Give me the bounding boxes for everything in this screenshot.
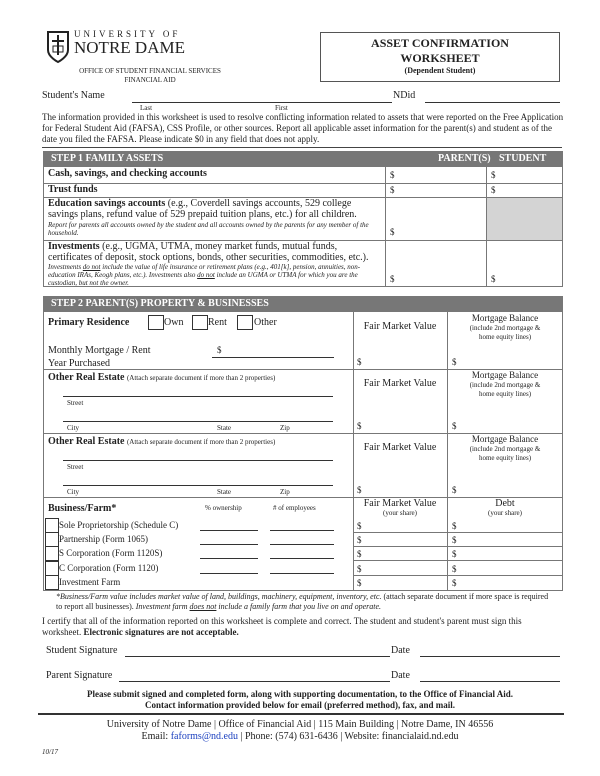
business-fmv-field[interactable]: $ bbox=[357, 564, 362, 574]
t: include a family farm that you live on and operate. bbox=[216, 602, 382, 611]
own-label: Own bbox=[164, 317, 184, 328]
office-line1: OFFICE OF STUDENT FINANCIAL SERVICES bbox=[79, 67, 221, 75]
employees-label: # of employees bbox=[273, 504, 316, 512]
state-label: State bbox=[217, 488, 231, 496]
t: Investment farm bbox=[135, 602, 190, 611]
employees-field[interactable] bbox=[270, 530, 334, 531]
business-fmv-field[interactable]: $ bbox=[357, 549, 362, 559]
ore-note: (Attach separate document if more than 2 properties) bbox=[126, 374, 276, 382]
submit-line2: Contact information provided below for email (preferred method), fax, and mail. bbox=[144, 700, 456, 710]
edu-label bbox=[48, 198, 383, 220]
title-line2: WORKSHEET bbox=[400, 51, 480, 65]
business-type-label: S Corporation (Form 1120S) bbox=[59, 548, 163, 558]
ore1-label bbox=[48, 372, 275, 383]
last-label: Last bbox=[140, 104, 153, 112]
student-signature-field[interactable] bbox=[125, 656, 390, 657]
cash-parent-field[interactable]: $ bbox=[390, 170, 395, 180]
submit-line1: Please submit signed and completed form, along with supporting documentation, to the Office of Financial Aid. bbox=[86, 689, 513, 699]
step1-header bbox=[43, 151, 563, 166]
mortgage-label: Mortgage Balance bbox=[471, 370, 539, 380]
student-date-field[interactable] bbox=[420, 656, 560, 657]
trust-student-field[interactable]: $ bbox=[491, 185, 496, 195]
city-label: City bbox=[67, 488, 80, 496]
step2-title: STEP 2 PARENT(S) PROPERTY & BUSINESSES bbox=[51, 298, 269, 309]
office-line2: FINANCIAL AID bbox=[124, 76, 176, 84]
step2-header bbox=[43, 296, 563, 311]
business-fmv-field[interactable]: $ bbox=[357, 521, 362, 531]
edu-text: (e.g., Coverdell savings accounts, 529 college savings plans, refund value of 529 prepaid tuition plans, etc.) for all children. bbox=[48, 198, 357, 220]
investments-label bbox=[48, 241, 383, 263]
student-signature-label: Student Signature bbox=[46, 645, 118, 656]
edu-bold: Education savings accounts bbox=[48, 198, 166, 209]
ownership-field[interactable] bbox=[200, 530, 258, 531]
business-debt-field[interactable]: $ bbox=[452, 564, 457, 574]
business-type-label: Partnership (Form 1065) bbox=[59, 534, 148, 544]
business-type-label: Investment Farm bbox=[59, 577, 121, 587]
ndid-field[interactable] bbox=[425, 102, 560, 103]
employees-field[interactable] bbox=[270, 544, 334, 545]
business-debt-field[interactable]: $ bbox=[452, 521, 457, 531]
zip-label: Zip bbox=[280, 424, 290, 432]
t: does not bbox=[189, 602, 217, 611]
logo-line1: UNIVERSITY OF bbox=[74, 29, 181, 39]
divider bbox=[42, 147, 562, 148]
mortgage-label: Mortgage Balance bbox=[471, 313, 539, 323]
intro-text: The information provided in this worksheet is used to resolve conflicting information related to assets that were reported on the Free Application for Federal Student Aid (FAFSA), CSS Profile, or other sources. Report all applicable asset information for the parent(s) and student as of the date you filed the FAFSA. Please indicate $0 in any field that does not apply. bbox=[42, 112, 564, 144]
t: (attach separate document if more space is required to report all businesses). bbox=[56, 592, 549, 611]
inv-text: (e.g., UGMA, UTMA, money market funds, mutual funds, certificates of deposit, stock options, bonds, other securities, commodities, etc.). bbox=[48, 241, 369, 263]
ore2-street-field[interactable] bbox=[63, 460, 333, 461]
ore1-mortgage-field[interactable]: $ bbox=[452, 421, 457, 431]
title-box bbox=[320, 32, 560, 82]
your-share-label: (your share) bbox=[487, 509, 522, 517]
t: *Business/Farm value includes market value of land, buildings, machinery, equipment, inventory, etc. bbox=[56, 592, 382, 601]
business-type-label: Sole Proprietorship (Schedule C) bbox=[59, 520, 179, 530]
col-divider bbox=[486, 166, 487, 287]
row-divider bbox=[353, 532, 563, 533]
t: Investments bbox=[48, 263, 83, 271]
inv-parent-field[interactable]: $ bbox=[390, 274, 395, 284]
business-fmv-field[interactable]: $ bbox=[357, 535, 362, 545]
logo-line2: NOTRE DAME bbox=[74, 38, 185, 57]
notre-dame-shield-icon bbox=[46, 30, 70, 69]
col-parents: PARENT(S) bbox=[438, 153, 491, 164]
inv-student-field[interactable]: $ bbox=[491, 274, 496, 284]
business-farm-label: Business/Farm* bbox=[48, 503, 117, 514]
monthly-field[interactable] bbox=[212, 357, 334, 358]
ore-note: (Attach separate document if more than 2 properties) bbox=[126, 438, 276, 446]
t: do not bbox=[197, 271, 215, 279]
other-checkbox[interactable] bbox=[237, 315, 253, 330]
monthly-dollar: $ bbox=[217, 345, 222, 355]
mortgage-label: Mortgage Balance bbox=[471, 434, 539, 444]
col-divider bbox=[385, 166, 386, 287]
other-label: Other bbox=[254, 317, 277, 328]
inv-bold: Investments bbox=[48, 241, 100, 252]
primary-fmv-field[interactable]: $ bbox=[357, 357, 362, 367]
trust-label: Trust funds bbox=[48, 184, 98, 195]
debt-label: Debt bbox=[495, 498, 515, 509]
ownership-field[interactable] bbox=[200, 573, 258, 574]
mortgage-sub2: home equity lines) bbox=[478, 454, 532, 462]
ore2-fmv-field[interactable]: $ bbox=[357, 485, 362, 495]
row-divider bbox=[353, 575, 563, 576]
edu-parent-field[interactable]: $ bbox=[390, 227, 395, 237]
row-divider bbox=[353, 546, 563, 547]
ownership-field[interactable] bbox=[200, 544, 258, 545]
step1-title: STEP 1 FAMILY ASSETS bbox=[51, 153, 164, 164]
parent-signature-field[interactable] bbox=[119, 681, 390, 682]
row-divider bbox=[353, 560, 563, 561]
business-debt-field[interactable]: $ bbox=[452, 549, 457, 559]
investments-note bbox=[48, 263, 383, 287]
ore2-city-field[interactable] bbox=[63, 485, 333, 486]
cash-label: Cash, savings, and checking accounts bbox=[48, 168, 207, 179]
fmv-label: Fair Market Value bbox=[363, 321, 437, 332]
business-type-checkbox[interactable] bbox=[45, 518, 59, 533]
date-label: Date bbox=[391, 670, 410, 681]
col-student: STUDENT bbox=[499, 153, 547, 164]
employees-field[interactable] bbox=[270, 558, 334, 559]
mortgage-sub2: home equity lines) bbox=[478, 333, 532, 341]
parent-signature-label: Parent Signature bbox=[46, 670, 113, 681]
student-name-label: Student's Name bbox=[42, 90, 105, 101]
email-link[interactable]: faforms@nd.edu bbox=[170, 731, 238, 742]
ore1-city-field[interactable] bbox=[63, 421, 333, 422]
edu-note: Report for parents all accounts owned by the student and all accounts owned by the parents for any member of the household. bbox=[48, 221, 369, 237]
ore-title: Other Real Estate bbox=[48, 436, 125, 447]
footer-divider bbox=[38, 713, 564, 715]
ore1-fmv-field[interactable]: $ bbox=[357, 421, 362, 431]
business-footnote bbox=[56, 592, 556, 612]
footer-address: University of Notre Dame | Office of Financial Aid | 115 Main Building | Notre Dame, IN 46556 bbox=[106, 719, 494, 730]
own-checkbox[interactable] bbox=[148, 315, 164, 330]
mortgage-sub1: (include 2nd mortgage & bbox=[469, 381, 541, 389]
mortgage-sub2: home equity lines) bbox=[478, 390, 532, 398]
rent-checkbox[interactable] bbox=[192, 315, 208, 330]
business-debt-field[interactable]: $ bbox=[452, 535, 457, 545]
certify-text bbox=[42, 616, 562, 638]
your-share-label: (your share) bbox=[382, 509, 417, 517]
street-label: Street bbox=[67, 399, 84, 407]
business-type-label: C Corporation (Form 1120) bbox=[59, 563, 159, 573]
t: Email: bbox=[141, 731, 171, 742]
business-type-checkbox[interactable] bbox=[45, 561, 59, 576]
ore-title: Other Real Estate bbox=[48, 372, 125, 383]
city-label: City bbox=[67, 424, 80, 432]
parent-date-field[interactable] bbox=[420, 681, 560, 682]
year-label: Year Purchased bbox=[48, 358, 111, 369]
state-label: State bbox=[217, 424, 231, 432]
business-type-checkbox[interactable] bbox=[45, 575, 59, 590]
fmv-label: Fair Market Value bbox=[363, 498, 437, 509]
street-label: Street bbox=[67, 463, 84, 471]
fmv-label: Fair Market Value bbox=[363, 442, 437, 453]
student-edu-disabled bbox=[486, 197, 562, 240]
ndid-label: NDid bbox=[393, 90, 416, 101]
cash-student-field[interactable]: $ bbox=[491, 170, 496, 180]
business-type-checkbox[interactable] bbox=[45, 546, 59, 561]
title-line1: ASSET CONFIRMATION bbox=[371, 36, 509, 50]
ownership-field[interactable] bbox=[200, 558, 258, 559]
primary-mortgage-field[interactable]: $ bbox=[452, 357, 457, 367]
date-label: Date bbox=[391, 645, 410, 656]
row-divider bbox=[43, 183, 563, 184]
ore2-label bbox=[48, 436, 275, 447]
rent-label: Rent bbox=[208, 317, 227, 328]
monthly-label: Monthly Mortgage / Rent bbox=[48, 345, 151, 356]
ore2-mortgage-field[interactable]: $ bbox=[452, 485, 457, 495]
trust-parent-field[interactable]: $ bbox=[390, 185, 395, 195]
t: include an UGMA or UTMA for which you are the custodian, but not the owner. bbox=[48, 271, 358, 287]
employees-field[interactable] bbox=[270, 573, 334, 574]
student-name-field[interactable] bbox=[132, 102, 392, 103]
t: include the value of life insurance or retirement plans (e.g., 401[k], pension, annuities, non-education IRAs, Keogh plans, etc.). Investments also bbox=[48, 263, 361, 279]
zip-label: Zip bbox=[280, 488, 290, 496]
t: do not bbox=[82, 263, 101, 271]
t: I certify that all of the information reported on this worksheet is complete and correct. The student and student's parent must sign this worksheet. bbox=[42, 616, 522, 637]
fmv-label: Fair Market Value bbox=[363, 378, 437, 389]
ore1-street-field[interactable] bbox=[63, 396, 333, 397]
primary-residence-label: Primary Residence bbox=[48, 317, 130, 328]
business-fmv-field[interactable]: $ bbox=[357, 578, 362, 588]
first-label: First bbox=[275, 104, 288, 112]
title-line3: (Dependent Student) bbox=[404, 66, 476, 75]
business-type-checkbox[interactable] bbox=[45, 532, 59, 547]
footer-contact bbox=[0, 731, 600, 742]
ownership-label: % ownership bbox=[205, 504, 242, 512]
form-version: 10/17 bbox=[42, 748, 58, 756]
business-debt-field[interactable]: $ bbox=[452, 578, 457, 588]
mortgage-sub1: (include 2nd mortgage & bbox=[469, 445, 541, 453]
t: Electronic signatures are not acceptable. bbox=[83, 627, 239, 637]
mortgage-sub1: (include 2nd mortgage & bbox=[469, 324, 541, 332]
t: | Phone: (574) 631-6436 | Website: financialaid.nd.edu bbox=[237, 731, 459, 742]
